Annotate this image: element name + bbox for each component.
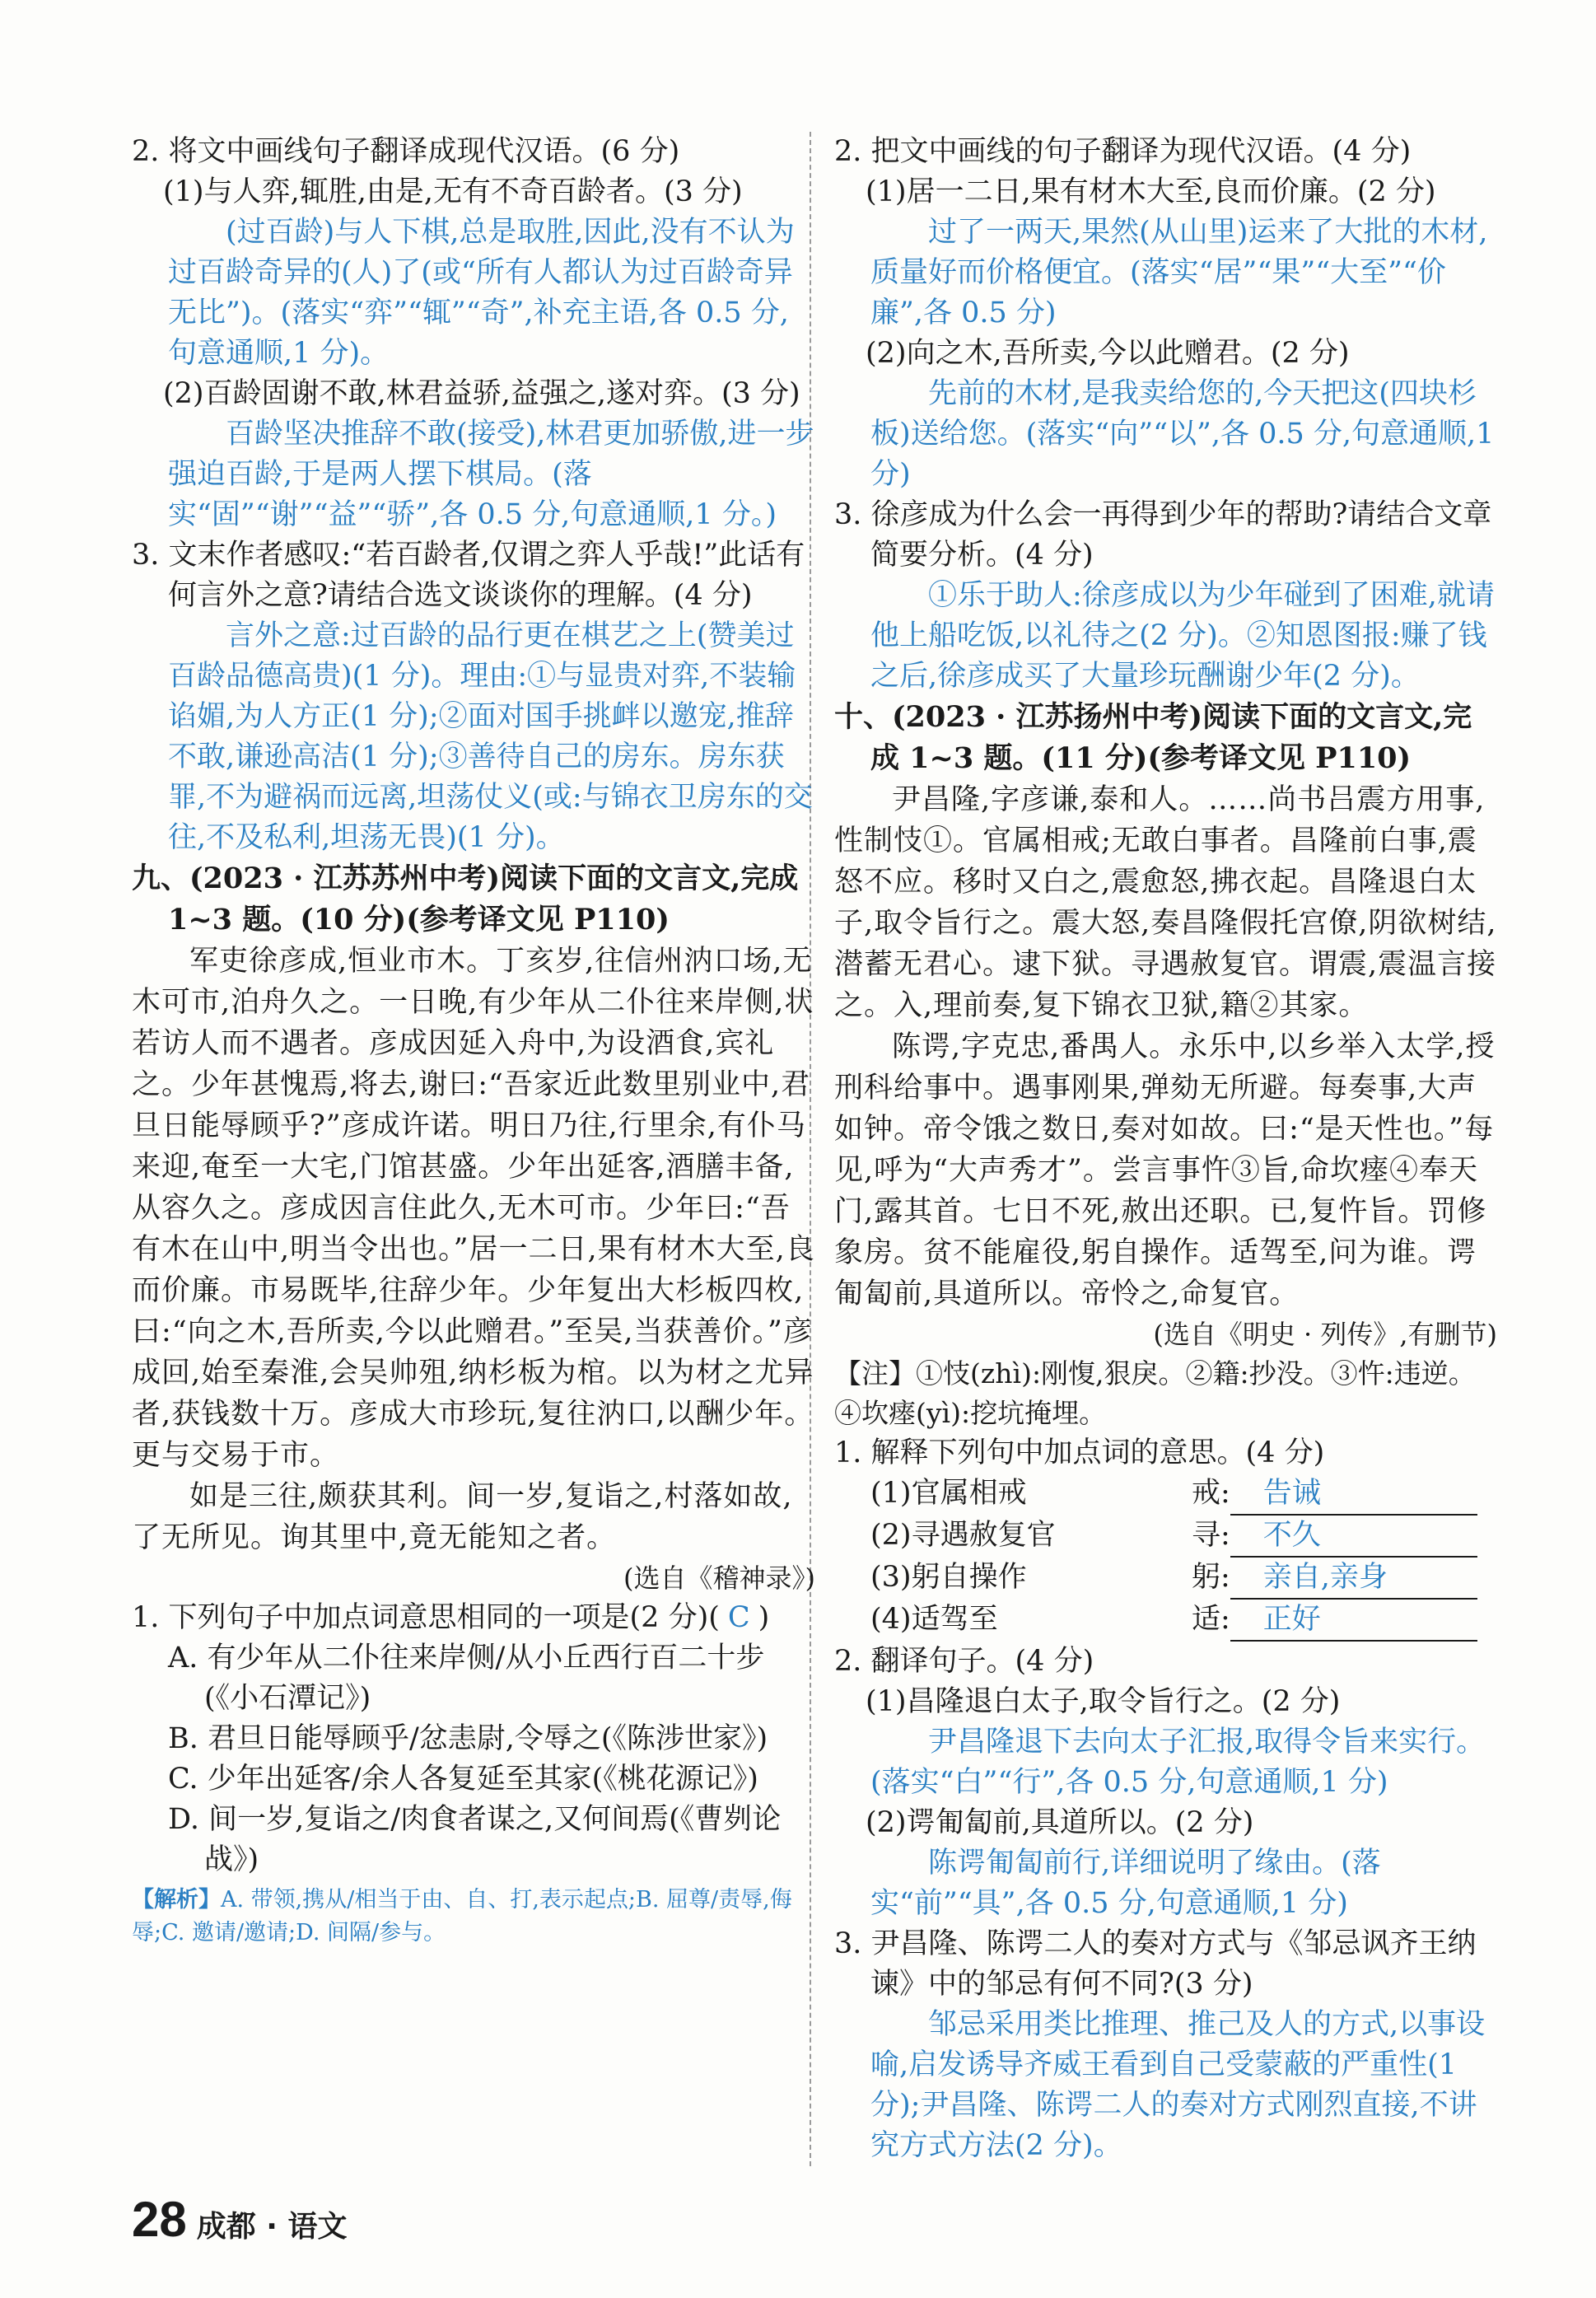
word-row: (1)官属相戒 戒: 告诫 [870, 1474, 1497, 1516]
left-q1-title: 1. 下列句子中加点词意思相同的一项是(2 分)( C ) [132, 1601, 770, 1634]
right-q3b-title: 3. 尹昌隆、陈谔二人的奏对方式与《邹忌讽齐王纳谏》中的邹忌有何不同?(3 分) [834, 1927, 1477, 2001]
left-column [132, 132, 815, 1950]
left-q3-answer: 言外之意:过百龄的品行更在棋艺之上(赞美过百龄品德高贵)(1 分)。理由:①与显贵对弈,不装输谄媚,为人方正(1 分);②面对国手挑衅以邀宠,推辞不敢,谦逊高洁(1 分);③善待自己的房东。房东获罪,不为避祸而远离,坦荡仗义(或:与锦衣卫房东的交往,不及私利,坦荡无畏)(1 分)。 [168, 619, 813, 854]
right-q2-1: (1)居一二日,果有材木大至,良而价廉。(2 分) [866, 175, 1436, 208]
word-answer: 告诫 [1230, 1474, 1477, 1516]
left-q2-1: (1)与人弈,辄胜,由是,无有不奇百龄者。(3 分) [163, 175, 743, 208]
right-q2t-1-answer: 尹昌隆退下去向太子汇报,取得令旨来实行。(落实“白”“行”,各 0.5 分,句意通顺,1 分) [870, 1726, 1486, 1799]
analysis-text: A. 带领,携从/相当于由、自、打,表示起点;B. 屈尊/责辱,侮辱;C. 邀请/邀请;D. 间隔/参与。 [132, 1887, 792, 1945]
word-answer: 不久 [1230, 1516, 1477, 1558]
right-q1-title: 1. 解释下列句中加点词的意思。(4 分) [834, 1436, 1325, 1469]
right-q2t-title: 2. 翻译句子。(4 分) [834, 1645, 1094, 1678]
right-q3-answer: ①乐于助人:徐彦成以为少年碰到了困难,就请他上船吃饭,以礼待之(2 分)。②知恩图报:赚了钱之后,徐彦成买了大量珍玩酬谢少年(2 分)。 [870, 579, 1495, 693]
section-9-title: 九、(2023 · 江苏苏州中考)阅读下面的文言文,完成 1~3 题。(10 分)(参考译文见 P110) [132, 862, 799, 936]
analysis-label: 【解析】 [132, 1887, 221, 1913]
right-q2t-1: (1)昌隆退白太子,取令旨行之。(2 分) [866, 1685, 1341, 1718]
left-q2-2: (2)百龄固谢不敢,林君益骄,益强之,遂对弈。(3 分) [163, 377, 800, 410]
page-footer [132, 2191, 348, 2248]
right-q3b-answer: 邹忌采用类比推理、推己及人的方式,以事设喻,启发诱导齐威王看到自己受蒙蔽的严重性(1 分);尹昌隆、陈谔二人的奏对方式刚烈直接,不讲究方式方法(2 分)。 [870, 2008, 1486, 2162]
option-a: A. 有少年从二仆往来岸侧/从小丘西行百二十步(《小石潭记》) [168, 1642, 765, 1715]
word-row: (3)躬自操作 躬: 亲自,亲身 [870, 1558, 1497, 1600]
passage-10-source: (选自《明史 · 列传》,有删节) [1153, 1319, 1497, 1350]
option-c: C. 少年出延客/余人各复延至其家(《桃花源记》) [168, 1763, 758, 1796]
left-q2-1-answer: (过百龄)与人下棋,总是取胜,因此,没有不认为过百龄奇异的(人)了(或“所有人都认为过百龄奇异无比”)。(落实“弈”“辄”“奇”,补充主语,各 0.5 分,句意通顺,1 分)。 [168, 216, 795, 370]
right-q2-2: (2)向之木,吾所卖,今以此赠君。(2 分) [866, 337, 1350, 370]
passage-10-para-1: 尹昌隆,字彦谦,泰和人。……尚书吕震方用事,性制忮①。官属相戒;无敢白事者。昌隆前白事,震怒不应。移时又白之,震愈怒,拂衣起。昌隆退白太子,取令旨行之。震大怒,奏昌隆假托宫僚,阴欲树结,潜蓄无君心。逮下狱。寻遇赦复官。谓震,震温言接之。入,理前奏,复下锦衣卫狱,籍②其家。 [834, 783, 1497, 1022]
word-row: (2)寻遇赦复官 寻: 不久 [870, 1516, 1497, 1558]
word-row: (4)适驾至 适: 正好 [870, 1600, 1497, 1642]
left-q1-answer: C [727, 1601, 750, 1634]
option-d: D. 间一岁,复诣之/肉食者谋之,又何间焉(《曹刿论战》) [168, 1803, 782, 1876]
right-q3-title: 3. 徐彦成为什么会一再得到少年的帮助?请结合文章简要分析。(4 分) [834, 498, 1492, 572]
right-q2t-2: (2)谔匍匐前,具道所以。(2 分) [866, 1806, 1254, 1839]
right-q2-1-answer: 过了一两天,果然(从山里)运来了大批的木材,质量好而价格便宜。(落实“居”“果”“大至”“价廉”,各 0.5 分) [870, 216, 1488, 329]
word-answer: 亲自,亲身 [1230, 1558, 1477, 1600]
right-column [834, 132, 1497, 2166]
right-q2t-2-answer: 陈谔匍匐前行,详细说明了缘由。(落实“前”“具”,各 0.5 分,句意通顺,1 分) [870, 1847, 1381, 1920]
page-number: 28 [132, 2192, 187, 2247]
passage-9-para-1: 军吏徐彦成,恒业市木。丁亥岁,往信州汭口场,无木可市,泊舟久之。一日晚,有少年从二仆往来岸侧,状若访人而不遇者。彦成因延入舟中,为设酒食,宾礼之。少年甚愧焉,将去,谢曰:“吾家近此数里别业中,君旦日能辱顾乎?”彦成许诺。明日乃往,行里余,有仆马来迎,奄至一大宅,门馆甚盛。少年出延客,酒膳丰备,从容久之。彦成因言住此久,无木可市。少年曰:“吾有木在山中,明当令出也。”居一二日,果有材木大至,良而价廉。市易既毕,往辞少年。少年复出大杉板四枚,曰:“向之木,吾所卖,今以此赠君。”至吴,当获善价。”彦成回,始至秦淮,会吴帅殂,纳杉板为棺。以为材之尤异者,获钱数十万。彦成大市珍玩,复往汭口,以酬少年。更与交易于市。 [132, 945, 815, 1472]
left-q2-title: 2. 将文中画线句子翻译成现代汉语。(6 分) [132, 135, 680, 168]
left-q2-2-answer: 百龄坚决推辞不敢(接受),林君更加骄傲,进一步强迫百龄,于是两人摆下棋局。(落实“固”“谢”“益”“骄”,各 0.5 分,句意通顺,1 分。) [168, 418, 814, 531]
passage-9-source: (选自《稽神录》) [623, 1562, 815, 1594]
passage-10-notes: 【注】①忮(zhì):刚愎,狠戾。②籍:抄没。③忤:违逆。④坎瘗(yì):挖坑掩埋。 [834, 1357, 1476, 1429]
section-10-title: 十、(2023 · 江苏扬州中考)阅读下面的文言文,完成 1~3 题。(11 分)(参考译文见 P110) [834, 700, 1472, 775]
passage-9-para-2: 如是三往,颇获其利。间一岁,复诣之,村落如故,了无所见。询其里中,竟无能知之者。 [132, 1480, 793, 1554]
left-q3-title: 3. 文末作者感叹:“若百龄者,仅谓之弈人乎哉!”此话有何言外之意?请结合选文谈谈你的理解。(4 分) [132, 539, 805, 612]
right-q2-title: 2. 把文中画线的句子翻译为现代汉语。(4 分) [834, 135, 1412, 168]
word-list [834, 1474, 1497, 1642]
passage-10-para-2: 陈谔,字克忠,番禺人。永乐中,以乡举入太学,授刑科给事中。遇事刚果,弹劾无所避。每奏事,大声如钟。帝令饿之数日,奏对如故。曰:“是天性也。”每见,呼为“大声秀才”。尝言事忤③旨,命坎瘗④奉天门,露其首。七日不死,赦出还职。已,复忤旨。罚修象房。贫不能雇役,躬自操作。适驾至,问为谁。谔匍匐前,具道所以。帝怜之,命复官。 [834, 1030, 1496, 1310]
option-b: B. 君旦日能辱顾乎/忿恚尉,令辱之(《陈涉世家》) [168, 1722, 768, 1755]
right-q2-2-answer: 先前的木材,是我卖给您的,今天把这(四块杉板)送给您。(落实“向”“以”,各 0.5 分,句意通顺,1 分) [870, 377, 1495, 491]
page-subject-title: 成都 · 语文 [196, 2210, 348, 2244]
analysis-note [132, 1884, 815, 1950]
word-answer: 正好 [1230, 1600, 1477, 1642]
